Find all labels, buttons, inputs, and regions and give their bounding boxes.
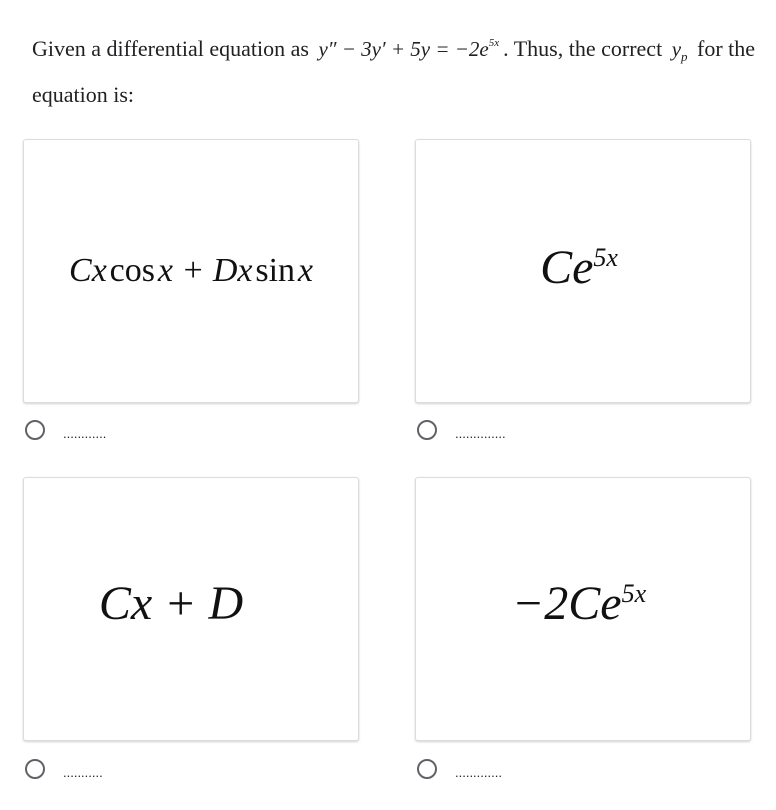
option-b-label: .............. [455, 425, 506, 441]
option-card-b[interactable] [415, 139, 751, 403]
option-b-expression: $Ce^{5x}$ [540, 240, 618, 294]
option-c-label: ........... [63, 764, 103, 780]
question-intro: Given a differential equation as [32, 36, 309, 61]
option-a-label: ............ [63, 425, 107, 441]
question-middle: . Thus, the correct [503, 36, 663, 61]
option-card-d[interactable] [415, 477, 751, 741]
option-d-radio[interactable] [417, 759, 437, 779]
option-row-d[interactable] [417, 757, 502, 781]
option-d-label: ............. [455, 764, 502, 780]
option-a-expression: Cx cos x + Dx sin x [69, 252, 313, 289]
question-outro: for the equation is: [32, 36, 756, 108]
option-a-radio[interactable] [25, 420, 45, 440]
option-card-a[interactable] [23, 139, 359, 403]
question-text [32, 26, 762, 114]
option-b-radio[interactable] [417, 420, 437, 440]
option-c-radio[interactable] [25, 759, 45, 779]
option-row-c[interactable] [25, 757, 103, 781]
option-row-b[interactable] [417, 418, 506, 442]
option-card-c[interactable] [23, 477, 359, 741]
option-row-a[interactable] [25, 418, 106, 442]
option-c-expression: Cx + D [98, 576, 244, 630]
option-d-expression: $-2Ce^{5x}$ [511, 576, 647, 630]
question-equation: $y'' - 3y' + 5y = -2e^{5x}$ [318, 37, 500, 61]
question-yp: $y_p$ [671, 37, 688, 65]
